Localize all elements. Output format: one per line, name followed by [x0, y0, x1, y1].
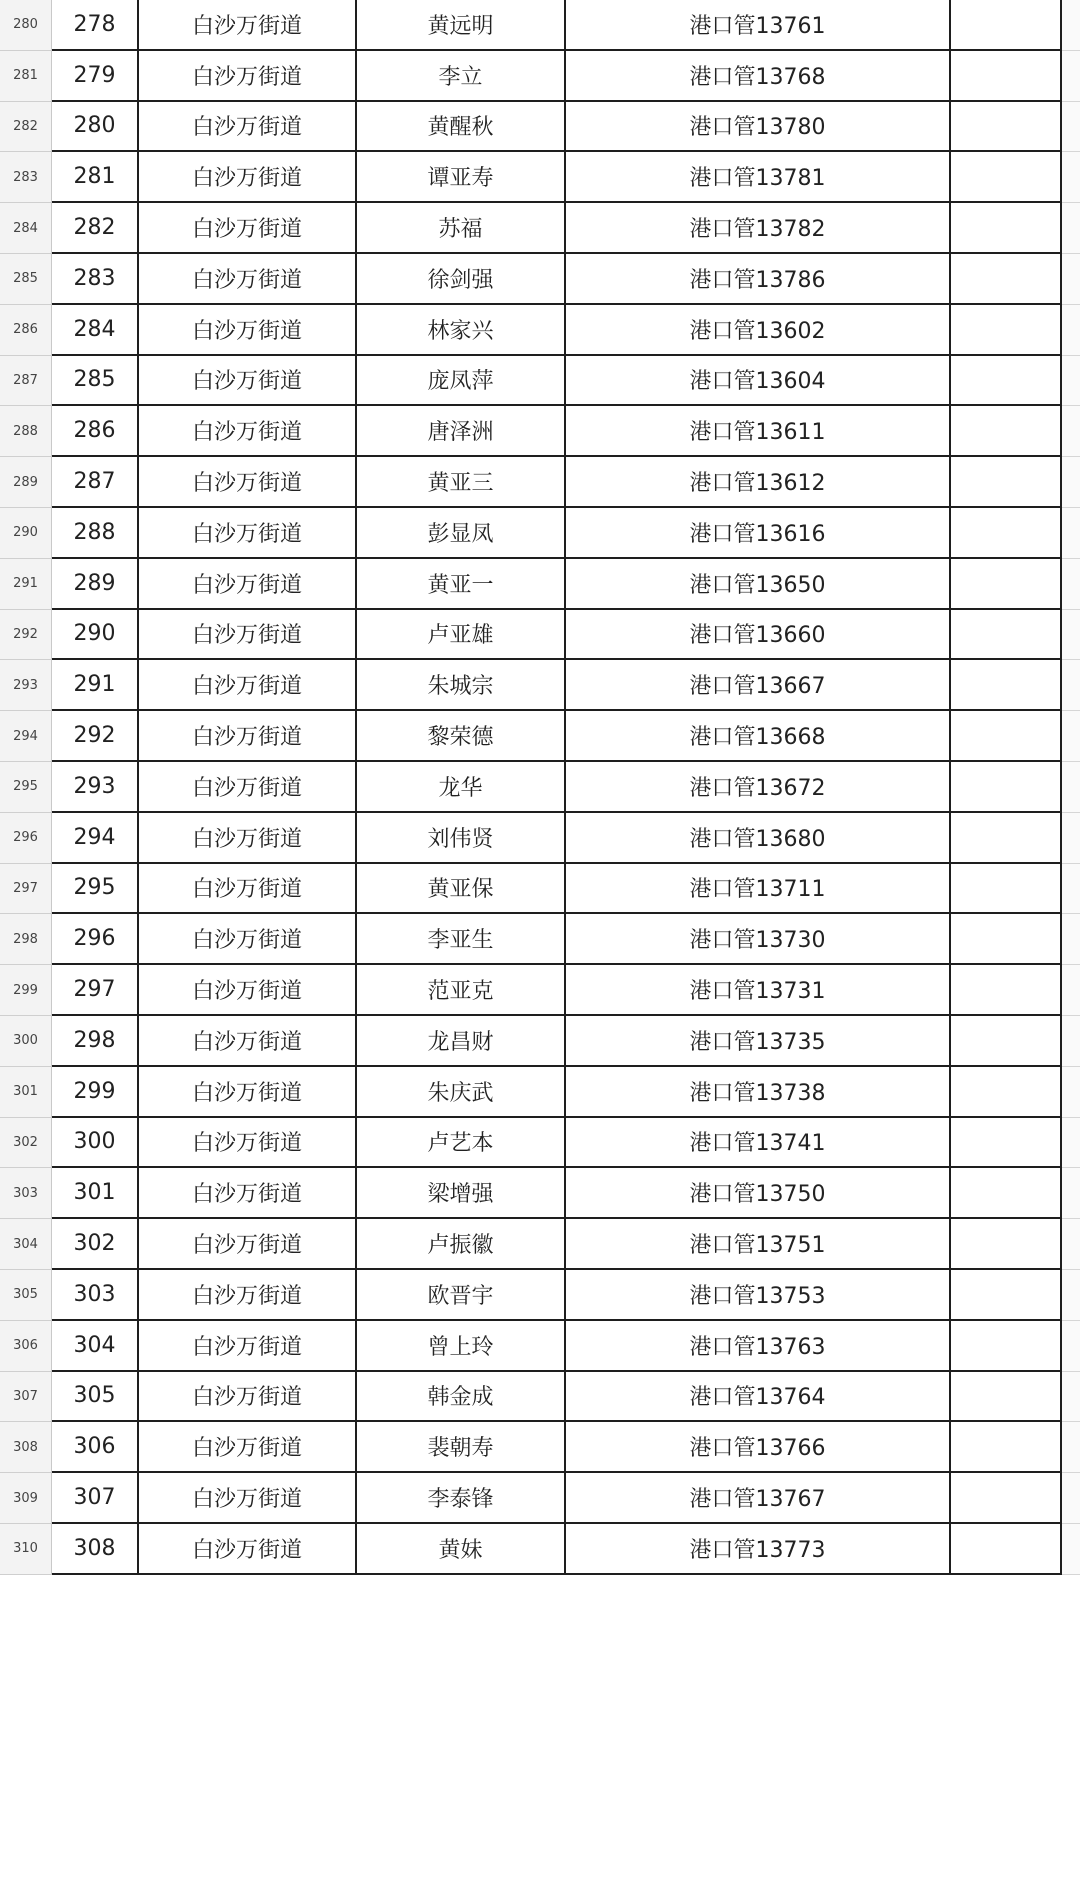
empty-cell[interactable] [951, 610, 1062, 661]
code-cell[interactable]: 港口管13711 [566, 864, 951, 915]
table-row[interactable] [0, 1219, 1080, 1270]
sequence-cell[interactable]: 278 [52, 0, 139, 51]
street-cell[interactable]: 白沙万街道 [139, 1016, 357, 1067]
empty-cell[interactable] [951, 406, 1062, 457]
next-column-edge [1062, 1321, 1080, 1372]
row-number-header[interactable]: 281 [0, 51, 52, 102]
sequence-cell[interactable]: 292 [52, 711, 139, 762]
next-column-edge [1062, 203, 1080, 254]
table-row[interactable] [0, 762, 1080, 813]
next-column-edge [1062, 0, 1080, 51]
next-column-edge [1062, 102, 1080, 153]
name-cell[interactable]: 黄亚一 [357, 559, 566, 610]
street-cell[interactable]: 白沙万街道 [139, 152, 357, 203]
name-cell[interactable]: 黄远明 [357, 0, 566, 51]
code-cell[interactable]: 港口管13781 [566, 152, 951, 203]
street-cell[interactable]: 白沙万街道 [139, 51, 357, 102]
street-cell[interactable]: 白沙万街道 [139, 559, 357, 610]
row-number-header[interactable]: 284 [0, 203, 52, 254]
empty-cell[interactable] [951, 762, 1062, 813]
name-cell[interactable]: 谭亚寿 [357, 152, 566, 203]
table-row[interactable] [0, 203, 1080, 254]
code-cell[interactable]: 港口管13763 [566, 1321, 951, 1372]
next-column-edge [1062, 1168, 1080, 1219]
sequence-cell[interactable]: 297 [52, 965, 139, 1016]
code-cell[interactable]: 港口管13650 [566, 559, 951, 610]
name-cell[interactable]: 黄妹 [357, 1524, 566, 1575]
sequence-cell[interactable]: 281 [52, 152, 139, 203]
street-cell[interactable]: 白沙万街道 [139, 1473, 357, 1524]
empty-cell[interactable] [951, 813, 1062, 864]
name-cell[interactable]: 裴朝寿 [357, 1422, 566, 1473]
table-row[interactable] [0, 965, 1080, 1016]
row-number-header[interactable]: 286 [0, 305, 52, 356]
code-cell[interactable]: 港口管13672 [566, 762, 951, 813]
empty-cell[interactable] [951, 1372, 1062, 1423]
next-column-edge [1062, 864, 1080, 915]
next-column-edge [1062, 813, 1080, 864]
row-number-header[interactable]: 307 [0, 1372, 52, 1423]
empty-cell[interactable] [951, 102, 1062, 153]
row-number-header[interactable]: 287 [0, 356, 52, 407]
table-row[interactable] [0, 1270, 1080, 1321]
sequence-cell[interactable]: 294 [52, 813, 139, 864]
sequence-cell[interactable]: 301 [52, 1168, 139, 1219]
table-row[interactable] [0, 864, 1080, 915]
table-row[interactable] [0, 1524, 1080, 1575]
row-number-header[interactable]: 296 [0, 813, 52, 864]
code-cell[interactable]: 港口管13773 [566, 1524, 951, 1575]
row-number-header[interactable]: 280 [0, 0, 52, 51]
code-cell[interactable]: 港口管13680 [566, 813, 951, 864]
row-number-header[interactable]: 310 [0, 1524, 52, 1575]
table-row[interactable] [0, 660, 1080, 711]
name-cell[interactable]: 林家兴 [357, 305, 566, 356]
code-cell[interactable]: 港口管13668 [566, 711, 951, 762]
empty-cell[interactable] [951, 660, 1062, 711]
street-cell[interactable]: 白沙万街道 [139, 1067, 357, 1118]
name-cell[interactable]: 李泰锋 [357, 1473, 566, 1524]
code-cell[interactable]: 港口管13782 [566, 203, 951, 254]
code-cell[interactable]: 港口管13767 [566, 1473, 951, 1524]
empty-cell[interactable] [951, 1524, 1062, 1575]
street-cell[interactable]: 白沙万街道 [139, 610, 357, 661]
name-cell[interactable]: 黄亚保 [357, 864, 566, 915]
next-column-edge [1062, 1118, 1080, 1169]
next-column-edge [1062, 660, 1080, 711]
empty-cell[interactable] [951, 0, 1062, 51]
sequence-cell[interactable]: 291 [52, 660, 139, 711]
table-row[interactable] [0, 102, 1080, 153]
sequence-cell[interactable]: 307 [52, 1473, 139, 1524]
table-row[interactable] [0, 1067, 1080, 1118]
row-number-header[interactable]: 297 [0, 864, 52, 915]
next-column-edge [1062, 305, 1080, 356]
sequence-cell[interactable]: 300 [52, 1118, 139, 1169]
sequence-cell[interactable]: 283 [52, 254, 139, 305]
row-number-header[interactable]: 304 [0, 1219, 52, 1270]
sequence-cell[interactable]: 308 [52, 1524, 139, 1575]
empty-cell[interactable] [951, 356, 1062, 407]
sequence-cell[interactable]: 306 [52, 1422, 139, 1473]
code-cell[interactable]: 港口管13751 [566, 1219, 951, 1270]
street-cell[interactable]: 白沙万街道 [139, 1270, 357, 1321]
row-number-header[interactable]: 294 [0, 711, 52, 762]
row-number-header[interactable]: 298 [0, 914, 52, 965]
row-number-header[interactable]: 306 [0, 1321, 52, 1372]
empty-cell[interactable] [951, 559, 1062, 610]
name-cell[interactable]: 梁增强 [357, 1168, 566, 1219]
table-row[interactable] [0, 813, 1080, 864]
sequence-cell[interactable]: 305 [52, 1372, 139, 1423]
name-cell[interactable]: 庞凤萍 [357, 356, 566, 407]
sequence-cell[interactable]: 302 [52, 1219, 139, 1270]
empty-cell[interactable] [951, 1016, 1062, 1067]
code-cell[interactable]: 港口管13667 [566, 660, 951, 711]
sequence-cell[interactable]: 279 [52, 51, 139, 102]
table-row[interactable] [0, 305, 1080, 356]
name-cell[interactable]: 朱城宗 [357, 660, 566, 711]
next-column-edge [1062, 762, 1080, 813]
street-cell[interactable]: 白沙万街道 [139, 711, 357, 762]
street-cell[interactable]: 白沙万街道 [139, 762, 357, 813]
code-cell[interactable]: 港口管13768 [566, 51, 951, 102]
code-cell[interactable]: 港口管13616 [566, 508, 951, 559]
name-cell[interactable]: 黄亚三 [357, 457, 566, 508]
table-row[interactable] [0, 914, 1080, 965]
table-row[interactable] [0, 1168, 1080, 1219]
table-row[interactable] [0, 1473, 1080, 1524]
street-cell[interactable]: 白沙万街道 [139, 1219, 357, 1270]
code-cell[interactable]: 港口管13753 [566, 1270, 951, 1321]
empty-cell[interactable] [951, 203, 1062, 254]
sequence-cell[interactable]: 285 [52, 356, 139, 407]
name-cell[interactable]: 刘伟贤 [357, 813, 566, 864]
street-cell[interactable]: 白沙万街道 [139, 0, 357, 51]
table-row[interactable] [0, 1016, 1080, 1067]
row-number-header[interactable]: 300 [0, 1016, 52, 1067]
next-column-edge [1062, 1016, 1080, 1067]
empty-cell[interactable] [951, 457, 1062, 508]
next-column-edge [1062, 508, 1080, 559]
name-cell[interactable]: 卢亚雄 [357, 610, 566, 661]
code-cell[interactable]: 港口管13660 [566, 610, 951, 661]
next-column-edge [1062, 356, 1080, 407]
next-column-edge [1062, 1270, 1080, 1321]
row-number-header[interactable]: 291 [0, 559, 52, 610]
next-column-edge [1062, 965, 1080, 1016]
next-column-edge [1062, 1422, 1080, 1473]
code-cell[interactable]: 港口管13766 [566, 1422, 951, 1473]
street-cell[interactable]: 白沙万街道 [139, 1118, 357, 1169]
next-column-edge [1062, 1473, 1080, 1524]
empty-cell[interactable] [951, 965, 1062, 1016]
sequence-cell[interactable]: 296 [52, 914, 139, 965]
next-column-edge [1062, 610, 1080, 661]
code-cell[interactable]: 港口管13730 [566, 914, 951, 965]
sequence-cell[interactable]: 293 [52, 762, 139, 813]
empty-cell[interactable] [951, 864, 1062, 915]
table-row[interactable] [0, 356, 1080, 407]
next-column-edge [1062, 406, 1080, 457]
empty-cell[interactable] [951, 51, 1062, 102]
code-cell[interactable]: 港口管13764 [566, 1372, 951, 1423]
sequence-cell[interactable]: 304 [52, 1321, 139, 1372]
code-cell[interactable]: 港口管13611 [566, 406, 951, 457]
next-column-edge [1062, 152, 1080, 203]
name-cell[interactable]: 李亚生 [357, 914, 566, 965]
code-cell[interactable]: 港口管13731 [566, 965, 951, 1016]
code-cell[interactable]: 港口管13741 [566, 1118, 951, 1169]
empty-cell[interactable] [951, 711, 1062, 762]
row-number-header[interactable]: 292 [0, 610, 52, 661]
name-cell[interactable]: 韩金成 [357, 1372, 566, 1423]
table-row[interactable] [0, 508, 1080, 559]
name-cell[interactable]: 唐泽洲 [357, 406, 566, 457]
street-cell[interactable]: 白沙万街道 [139, 203, 357, 254]
name-cell[interactable]: 彭显凤 [357, 508, 566, 559]
code-cell[interactable]: 港口管13780 [566, 102, 951, 153]
table-row[interactable] [0, 1321, 1080, 1372]
table-row[interactable] [0, 610, 1080, 661]
empty-cell[interactable] [951, 508, 1062, 559]
row-number-header[interactable]: 305 [0, 1270, 52, 1321]
row-number-header[interactable]: 301 [0, 1067, 52, 1118]
code-cell[interactable]: 港口管13738 [566, 1067, 951, 1118]
code-cell[interactable]: 港口管13612 [566, 457, 951, 508]
street-cell[interactable]: 白沙万街道 [139, 1372, 357, 1423]
name-cell[interactable]: 李立 [357, 51, 566, 102]
street-cell[interactable]: 白沙万街道 [139, 1321, 357, 1372]
sequence-cell[interactable]: 290 [52, 610, 139, 661]
row-number-header[interactable]: 309 [0, 1473, 52, 1524]
sequence-cell[interactable]: 284 [52, 305, 139, 356]
table-row[interactable] [0, 51, 1080, 102]
next-column-edge [1062, 457, 1080, 508]
row-number-header[interactable]: 282 [0, 102, 52, 153]
next-column-edge [1062, 914, 1080, 965]
table-row[interactable] [0, 1118, 1080, 1169]
next-column-edge [1062, 1372, 1080, 1423]
street-cell[interactable]: 白沙万街道 [139, 1422, 357, 1473]
empty-cell[interactable] [951, 914, 1062, 965]
empty-cell[interactable] [951, 1473, 1062, 1524]
street-cell[interactable]: 白沙万街道 [139, 254, 357, 305]
empty-cell[interactable] [951, 1118, 1062, 1169]
sequence-cell[interactable]: 295 [52, 864, 139, 915]
street-cell[interactable]: 白沙万街道 [139, 102, 357, 153]
code-cell[interactable]: 港口管13750 [566, 1168, 951, 1219]
name-cell[interactable]: 范亚克 [357, 965, 566, 1016]
next-column-edge [1062, 1524, 1080, 1575]
row-number-header[interactable]: 295 [0, 762, 52, 813]
code-cell[interactable]: 港口管13761 [566, 0, 951, 51]
empty-cell[interactable] [951, 254, 1062, 305]
name-cell[interactable]: 龙华 [357, 762, 566, 813]
table-row[interactable] [0, 711, 1080, 762]
table-row[interactable] [0, 559, 1080, 610]
street-cell[interactable]: 白沙万街道 [139, 965, 357, 1016]
empty-cell[interactable] [951, 1270, 1062, 1321]
code-cell[interactable]: 港口管13604 [566, 356, 951, 407]
row-number-header[interactable]: 302 [0, 1118, 52, 1169]
name-cell[interactable]: 苏福 [357, 203, 566, 254]
street-cell[interactable]: 白沙万街道 [139, 457, 357, 508]
row-number-header[interactable]: 308 [0, 1422, 52, 1473]
table-row[interactable] [0, 254, 1080, 305]
row-number-header[interactable]: 290 [0, 508, 52, 559]
name-cell[interactable]: 徐剑强 [357, 254, 566, 305]
sequence-cell[interactable]: 298 [52, 1016, 139, 1067]
name-cell[interactable]: 曾上玲 [357, 1321, 566, 1372]
table-row[interactable] [0, 406, 1080, 457]
empty-cell[interactable] [951, 152, 1062, 203]
sequence-cell[interactable]: 286 [52, 406, 139, 457]
empty-cell[interactable] [951, 1321, 1062, 1372]
code-cell[interactable]: 港口管13602 [566, 305, 951, 356]
name-cell[interactable]: 欧晋宇 [357, 1270, 566, 1321]
street-cell[interactable]: 白沙万街道 [139, 1524, 357, 1575]
table-row[interactable] [0, 457, 1080, 508]
name-cell[interactable]: 卢振徽 [357, 1219, 566, 1270]
street-cell[interactable]: 白沙万街道 [139, 813, 357, 864]
next-column-edge [1062, 711, 1080, 762]
street-cell[interactable]: 白沙万街道 [139, 660, 357, 711]
sequence-cell[interactable]: 282 [52, 203, 139, 254]
row-number-header[interactable]: 283 [0, 152, 52, 203]
sequence-cell[interactable]: 280 [52, 102, 139, 153]
street-cell[interactable]: 白沙万街道 [139, 914, 357, 965]
name-cell[interactable]: 黄醒秋 [357, 102, 566, 153]
next-column-edge [1062, 559, 1080, 610]
sequence-cell[interactable]: 299 [52, 1067, 139, 1118]
table-row[interactable] [0, 1372, 1080, 1423]
street-cell[interactable]: 白沙万街道 [139, 305, 357, 356]
row-number-header[interactable]: 289 [0, 457, 52, 508]
empty-cell[interactable] [951, 1067, 1062, 1118]
empty-cell[interactable] [951, 305, 1062, 356]
next-column-edge [1062, 254, 1080, 305]
row-number-header[interactable]: 299 [0, 965, 52, 1016]
street-cell[interactable]: 白沙万街道 [139, 864, 357, 915]
street-cell[interactable]: 白沙万街道 [139, 1168, 357, 1219]
next-column-edge [1062, 1219, 1080, 1270]
row-number-header[interactable]: 285 [0, 254, 52, 305]
street-cell[interactable]: 白沙万街道 [139, 508, 357, 559]
sequence-cell[interactable]: 289 [52, 559, 139, 610]
next-column-edge [1062, 51, 1080, 102]
name-cell[interactable]: 卢艺本 [357, 1118, 566, 1169]
street-cell[interactable]: 白沙万街道 [139, 356, 357, 407]
row-number-header[interactable]: 293 [0, 660, 52, 711]
code-cell[interactable]: 港口管13786 [566, 254, 951, 305]
table-row[interactable] [0, 0, 1080, 51]
name-cell[interactable]: 龙昌财 [357, 1016, 566, 1067]
table-row[interactable] [0, 152, 1080, 203]
sequence-cell[interactable]: 287 [52, 457, 139, 508]
table-row[interactable] [0, 1422, 1080, 1473]
name-cell[interactable]: 黎荣德 [357, 711, 566, 762]
sequence-cell[interactable]: 303 [52, 1270, 139, 1321]
street-cell[interactable]: 白沙万街道 [139, 406, 357, 457]
empty-cell[interactable] [951, 1219, 1062, 1270]
name-cell[interactable]: 朱庆武 [357, 1067, 566, 1118]
code-cell[interactable]: 港口管13735 [566, 1016, 951, 1067]
empty-cell[interactable] [951, 1168, 1062, 1219]
row-number-header[interactable]: 288 [0, 406, 52, 457]
sequence-cell[interactable]: 288 [52, 508, 139, 559]
next-column-edge [1062, 1067, 1080, 1118]
row-number-header[interactable]: 303 [0, 1168, 52, 1219]
empty-cell[interactable] [951, 1422, 1062, 1473]
